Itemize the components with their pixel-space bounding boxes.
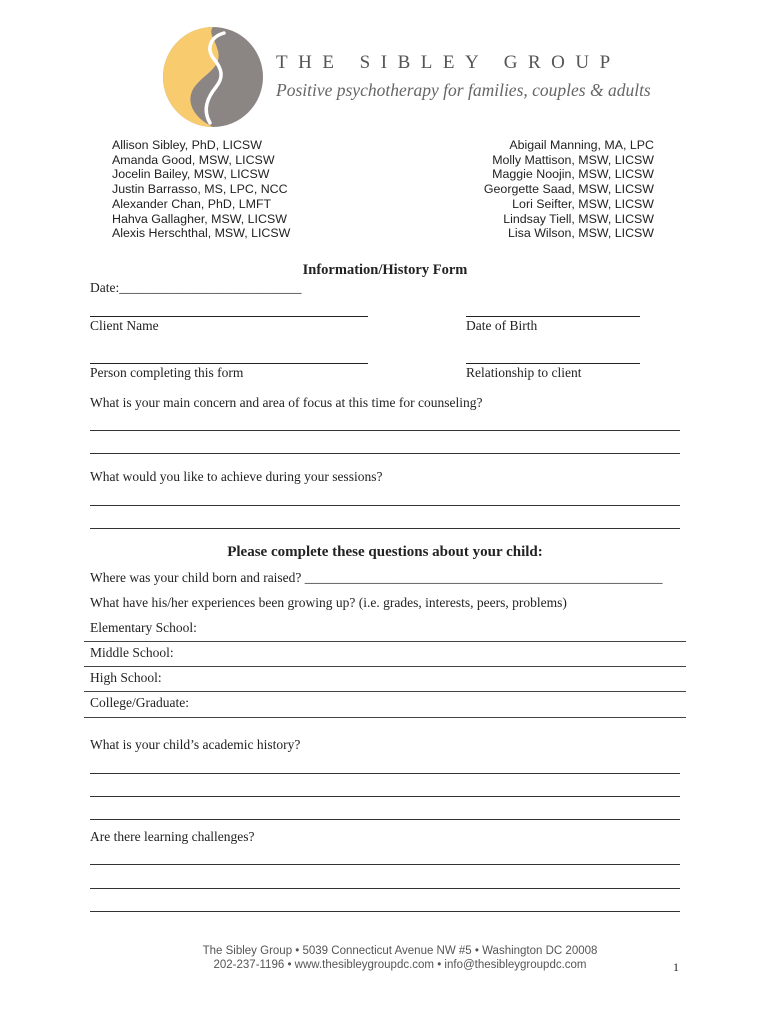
client-name-field[interactable] bbox=[90, 316, 368, 317]
footer-address: The Sibley Group • 5039 Connecticut Avenue NW #5 • Washington DC 20008 bbox=[202, 945, 598, 957]
answer-line[interactable] bbox=[90, 773, 680, 774]
staff-member: Justin Barrasso, MS, LPC, NCC bbox=[112, 182, 288, 197]
answer-line[interactable] bbox=[90, 911, 680, 912]
divider bbox=[84, 641, 686, 642]
divider bbox=[84, 691, 686, 692]
question-academic-history: What is your child’s academic history? bbox=[90, 737, 301, 752]
date-of-birth-label: Date of Birth bbox=[466, 318, 538, 333]
client-name-label: Client Name bbox=[90, 318, 159, 333]
college-graduate-field[interactable]: College/Graduate: bbox=[90, 695, 189, 710]
staff-member: Alexis Herschthal, MSW, LICSW bbox=[112, 226, 291, 241]
question-main-concern: What is your main concern and area of focus at this time for counseling? bbox=[90, 395, 483, 410]
staff-member: Amanda Good, MSW, LICSW bbox=[112, 152, 275, 167]
divider bbox=[84, 666, 686, 667]
organization-name: THE SIBLEY GROUP bbox=[276, 52, 621, 73]
person-completing-label: Person completing this form bbox=[90, 365, 244, 380]
staff-member: Abigail Manning, MA, LPC bbox=[509, 138, 654, 152]
relationship-label: Relationship to client bbox=[466, 365, 582, 380]
answer-line[interactable] bbox=[90, 430, 680, 431]
date-of-birth-field[interactable] bbox=[466, 316, 640, 317]
staff-member: Lisa Wilson, MSW, LICSW bbox=[508, 226, 654, 241]
footer bbox=[0, 944, 770, 972]
divider bbox=[84, 717, 686, 718]
question-achieve: What would you like to achieve during your sessions? bbox=[90, 469, 383, 484]
staff-member: Maggie Noojin, MSW, LICSW bbox=[492, 167, 654, 182]
organization-tagline: Positive psychotherapy for families, couples & adults bbox=[276, 80, 651, 100]
staff-member: Lori Seifter, MSW, LICSW bbox=[512, 196, 654, 211]
staff-member: Hahva Gallagher, MSW, LICSW bbox=[112, 211, 287, 226]
page-number: 1 bbox=[673, 960, 679, 974]
question-experiences: What have his/her experiences been growing up? (i.e. grades, interests, peers, problems) bbox=[90, 595, 567, 610]
answer-line[interactable] bbox=[90, 528, 680, 529]
child-section-title: Please complete these questions about your child: bbox=[227, 544, 543, 560]
sibley-group-logo-icon bbox=[162, 27, 264, 127]
staff-member: Molly Mattison, MSW, LICSW bbox=[492, 152, 654, 167]
answer-line[interactable] bbox=[90, 796, 680, 797]
person-completing-field[interactable] bbox=[90, 363, 368, 364]
staff-list-left bbox=[112, 138, 290, 241]
relationship-field[interactable] bbox=[466, 363, 640, 364]
staff-list-right bbox=[484, 138, 654, 241]
high-school-field[interactable]: High School: bbox=[90, 670, 162, 685]
answer-line[interactable] bbox=[90, 864, 680, 865]
answer-line[interactable] bbox=[90, 505, 680, 506]
staff-member: Jocelin Bailey, MSW, LICSW bbox=[112, 167, 270, 182]
question-born-raised[interactable]: Where was your child born and raised? _____________________________________________________ bbox=[90, 570, 663, 585]
answer-line[interactable] bbox=[90, 819, 680, 820]
footer-contact: 202-237-1196 • www.thesibleygroupdc.com • info@thesibleygroupdc.com bbox=[213, 959, 587, 971]
answer-line[interactable] bbox=[90, 888, 680, 889]
form-title: Information/History Form bbox=[302, 262, 468, 278]
answer-line[interactable] bbox=[90, 453, 680, 454]
middle-school-field[interactable]: Middle School: bbox=[90, 645, 174, 660]
staff-member: Allison Sibley, PhD, LICSW bbox=[112, 138, 262, 152]
date-field[interactable]: Date:___________________________ bbox=[90, 280, 302, 295]
elementary-school-field[interactable]: Elementary School: bbox=[90, 620, 197, 635]
staff-member: Georgette Saad, MSW, LICSW bbox=[483, 182, 654, 197]
staff-member: Alexander Chan, PhD, LMFT bbox=[112, 196, 272, 211]
staff-member: Lindsay Tiell, MSW, LICSW bbox=[503, 211, 654, 226]
question-learning-challenges: Are there learning challenges? bbox=[90, 829, 255, 844]
